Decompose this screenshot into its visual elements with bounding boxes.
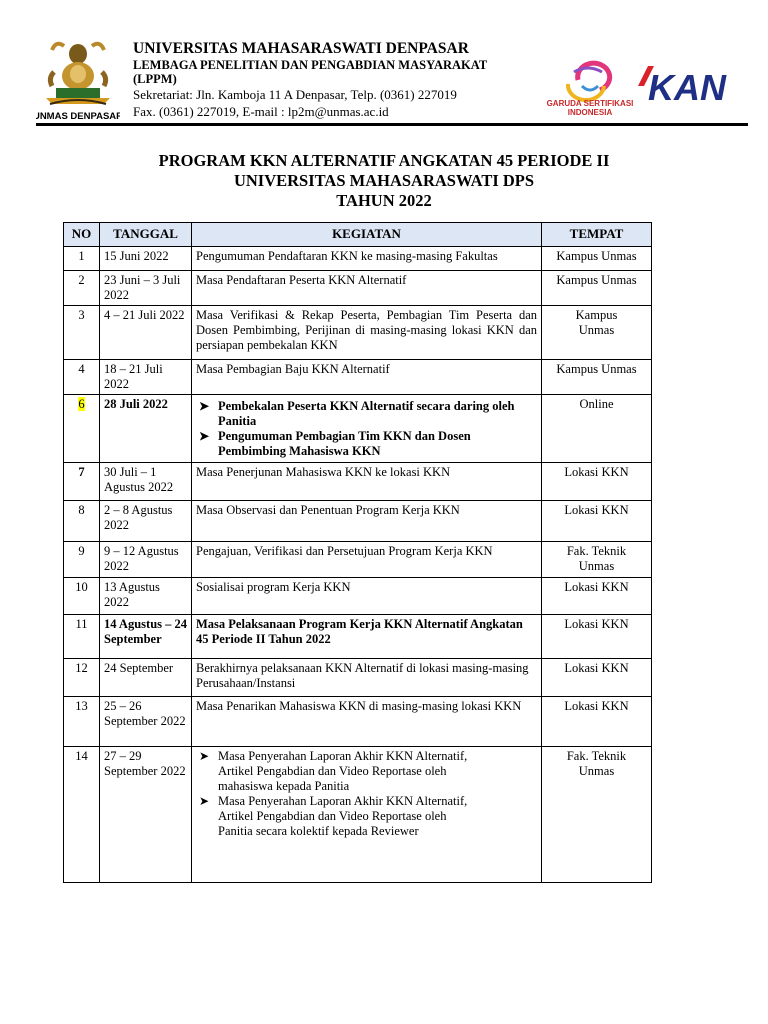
table-row [64, 542, 652, 578]
title-line-3: TAHUN 2022 [336, 191, 432, 210]
row-tempat: Lokasi KKN [542, 697, 652, 747]
row-kegiatan: Masa Pendaftaran Peserta KKN Alternatif [192, 271, 542, 306]
row-no: 8 [64, 501, 100, 542]
row-no: 12 [64, 659, 100, 697]
row-no: 4 [64, 360, 100, 395]
garuda-certification-logo [538, 56, 642, 118]
arrow-bullet-icon: ➤ [199, 399, 210, 413]
address: Sekretariat: Jln. Kamboja 11 A Denpasar, Telp. (0361) 227019 [133, 87, 457, 102]
kan-text: KAN [648, 67, 726, 106]
row-tempat: Lokasi KKN [542, 659, 652, 697]
row-tanggal: 24 September [100, 659, 192, 697]
row-tempat: Lokasi KKN [542, 578, 652, 615]
arrow-bullet-icon: ➤ [199, 429, 210, 443]
list-item: ➤ Masa Penyerahan Laporan Akhir KKN Alternatif, Artikel Pengabdian dan Video Reportase oleh Panitia secara kolektif kepada Reviewer [199, 794, 468, 838]
row-tempat: Lokasi KKN [542, 463, 652, 501]
row-tempat: Lokasi KKN [542, 615, 652, 659]
table-row [64, 501, 652, 542]
row-tanggal: 25 – 26 September 2022 [100, 697, 192, 747]
row-tempat: Kampus Unmas [542, 271, 652, 306]
letterhead [133, 40, 528, 120]
row-tempat: Fak. Teknik Unmas [542, 747, 652, 883]
row-no: 13 [64, 697, 100, 747]
row-kegiatan [192, 395, 542, 463]
table-row [64, 395, 652, 463]
row-kegiatan: Pengajuan, Verifikasi dan Persetujuan Program Kerja KKN [192, 542, 542, 578]
table-row [64, 659, 652, 697]
row-no: 10 [64, 578, 100, 615]
row-tanggal: 30 Juli – 1 Agustus 2022 [100, 463, 192, 501]
header-divider [36, 123, 748, 126]
row-tanggal: 4 – 21 Juli 2022 [100, 306, 192, 360]
table-row [64, 463, 652, 501]
row-kegiatan: Masa Penarikan Mahasiswa KKN di masing-masing lokasi KKN [192, 697, 542, 747]
row-tempat: Lokasi KKN [542, 501, 652, 542]
university-name: UNIVERSITAS MAHASARASWATI DENPASAR [133, 40, 469, 57]
fax-email: Fax. (0361) 227019, E-mail : lp2m@unmas.ac.id [133, 104, 389, 119]
institute-abbr: (LPPM) [133, 72, 177, 86]
header-no: NO [64, 223, 100, 247]
row-kegiatan: Sosialisai program Kerja KKN [192, 578, 542, 615]
row-no: 9 [64, 542, 100, 578]
row-tanggal: 9 – 12 Agustus 2022 [100, 542, 192, 578]
row-tanggal: 13 Agustus 2022 [100, 578, 192, 615]
table-row [64, 247, 652, 271]
row-kegiatan [192, 747, 542, 883]
row-no: 1 [64, 247, 100, 271]
row-no: 7 [64, 463, 100, 501]
row-tanggal: 18 – 21 Juli 2022 [100, 360, 192, 395]
row-kegiatan: Masa Pelaksanaan Program Kerja KKN Alternatif Angkatan 45 Periode II Tahun 2022 [192, 615, 542, 659]
row-no: 3 [64, 306, 100, 360]
row-tempat: Fak. Teknik Unmas [542, 542, 652, 578]
document-title [0, 151, 768, 211]
row-no: 14 [64, 747, 100, 883]
row-no: 2 [64, 271, 100, 306]
institute-name: LEMBAGA PENELITIAN DAN PENGABDIAN MASYARAKAT [133, 58, 488, 72]
row-kegiatan: Masa Penerjunan Mahasiswa KKN ke lokasi KKN [192, 463, 542, 501]
row-tanggal: 28 Juli 2022 [100, 395, 192, 463]
row-kegiatan: Masa Pembagian Baju KKN Alternatif [192, 360, 542, 395]
schedule-table [63, 222, 652, 883]
garuda-line1: GARUDA SERTIFIKASI [546, 99, 634, 108]
kan-logo [634, 62, 734, 106]
row-no: 11 [64, 615, 100, 659]
unmas-logo [36, 38, 120, 122]
garuda-line2: INDONESIA [567, 108, 613, 117]
header-tanggal: TANGGAL [100, 223, 192, 247]
arrow-bullet-icon: ➤ [199, 794, 210, 808]
logo-caption: UNMAS DENPASAR [36, 111, 120, 122]
table-header-row [64, 223, 652, 247]
table-row [64, 360, 652, 395]
list-item: ➤ Masa Penyerahan Laporan Akhir KKN Alternatif, Artikel Pengabdian dan Video Reportase oleh mahasiswa kepada Panitia [199, 749, 468, 793]
row-tanggal: 27 – 29 September 2022 [100, 747, 192, 883]
row-tempat: Kampus Unmas [542, 360, 652, 395]
row-kegiatan: Masa Verifikasi & Rekap Peserta, Pembagian Tim Peserta dan Dosen Pembimbing, Perijinan di masing-masing lokasi KKN dan persiapan pembekalan KKN [192, 306, 542, 360]
row-tempat: Online [542, 395, 652, 463]
row-tanggal: 14 Agustus – 24 September [100, 615, 192, 659]
table-row [64, 306, 652, 360]
header-kegiatan: KEGIATAN [192, 223, 542, 247]
list-item: ➤ Pembekalan Peserta KKN Alternatif secara daring oleh Panitia [199, 399, 515, 428]
row-tempat: Kampus Unmas [542, 306, 652, 360]
row-tanggal: 2 – 8 Agustus 2022 [100, 501, 192, 542]
table-row [64, 615, 652, 659]
table-row [64, 697, 652, 747]
row-tempat: Kampus Unmas [542, 247, 652, 271]
row-kegiatan: Pengumuman Pendaftaran KKN ke masing-masing Fakultas [192, 247, 542, 271]
row-kegiatan: Masa Observasi dan Penentuan Program Kerja KKN [192, 501, 542, 542]
table-row [64, 747, 652, 883]
row-tanggal: 15 Juni 2022 [100, 247, 192, 271]
title-line-1: PROGRAM KKN ALTERNATIF ANGKATAN 45 PERIODE II [158, 151, 610, 170]
table-row [64, 578, 652, 615]
row-no: 6 [64, 395, 100, 463]
row-kegiatan: Berakhirnya pelaksanaan KKN Alternatif di lokasi masing-masing Perusahaan/Instansi [192, 659, 542, 697]
row-tanggal: 23 Juni – 3 Juli 2022 [100, 271, 192, 306]
table-row [64, 271, 652, 306]
title-line-2: UNIVERSITAS MAHASARASWATI DPS [233, 171, 535, 190]
header-tempat: TEMPAT [542, 223, 652, 247]
list-item: ➤ Pengumuman Pembagian Tim KKN dan Dosen Pembimbing Mahasiswa KKN [199, 429, 471, 458]
arrow-bullet-icon: ➤ [199, 749, 210, 763]
